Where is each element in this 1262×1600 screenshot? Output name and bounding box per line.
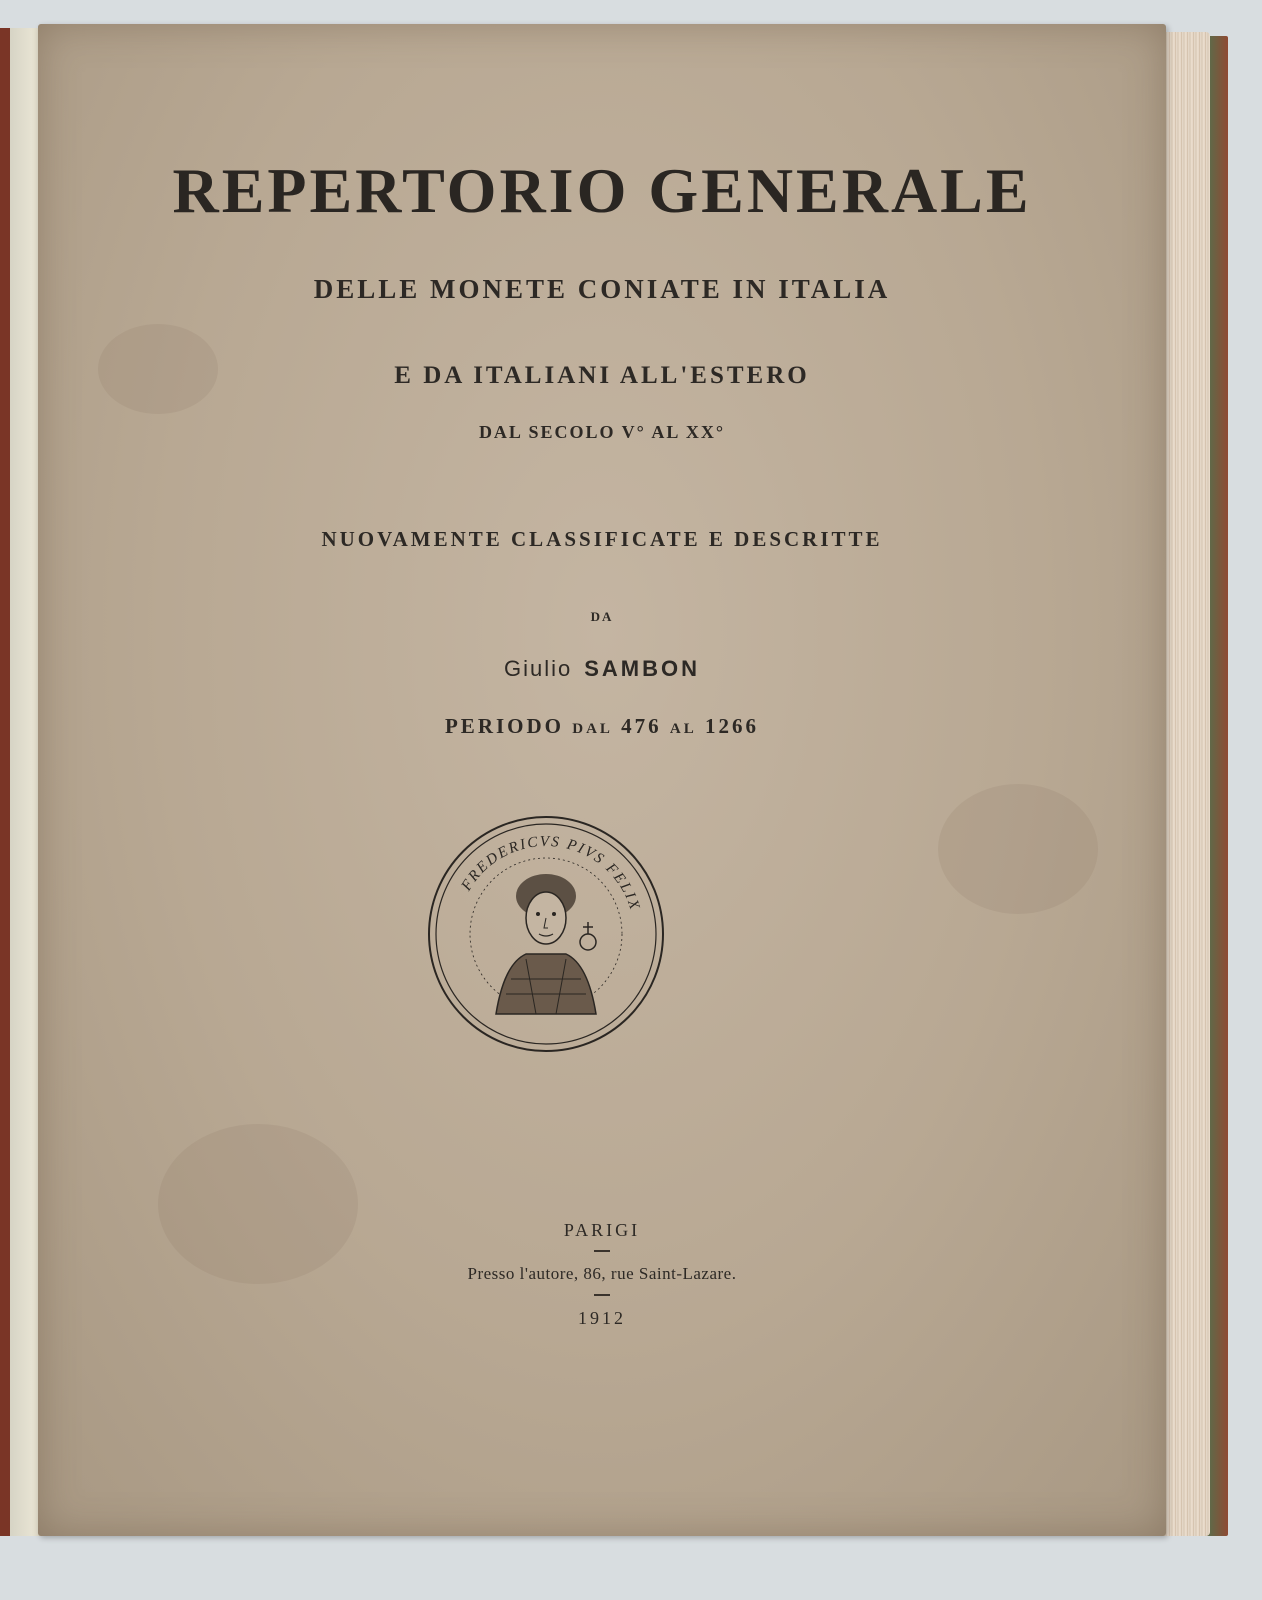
divider-dash bbox=[594, 1294, 610, 1296]
author-first-name: Giulio bbox=[503, 656, 573, 681]
divider-dash bbox=[594, 1250, 610, 1252]
book-cover-left bbox=[0, 28, 10, 1536]
coin-legend: FREDERICVS PIVS FELIX bbox=[458, 833, 643, 914]
coin-drapery bbox=[496, 954, 596, 1014]
period-line bbox=[38, 714, 1166, 739]
subtitle-line-2: E DA ITALIANI ALL'ESTERO bbox=[394, 362, 810, 389]
publication-year: 1912 bbox=[578, 1308, 626, 1328]
period-word: PERIODO bbox=[444, 714, 564, 738]
by-label: DA bbox=[590, 609, 614, 624]
author-surname: SAMBON bbox=[584, 656, 701, 681]
publisher-address: Presso l'autore, 86, rue Saint-Lazare. bbox=[467, 1264, 737, 1283]
subtitle-line-4: NUOVAMENTE CLASSIFICATE E DESCRITTE bbox=[321, 527, 883, 551]
subtitle-line-3: DAL SECOLO V° AL XX° bbox=[478, 422, 726, 442]
period-to: 1266 bbox=[705, 714, 760, 738]
book-title: REPERTORIO GENERALE bbox=[172, 155, 1032, 226]
paper-stain bbox=[938, 784, 1098, 914]
coin-illustration bbox=[426, 814, 666, 1054]
period-to-word: AL bbox=[669, 721, 697, 737]
subtitle-line-1: DELLE MONETE CONIATE IN ITALIA bbox=[313, 274, 891, 304]
title-page bbox=[38, 24, 1166, 1536]
publication-place: PARIGI bbox=[563, 1220, 641, 1240]
period-from-word: DAL bbox=[572, 721, 613, 737]
period-from: 476 bbox=[621, 714, 662, 738]
author-name bbox=[38, 656, 1166, 682]
paper-stain bbox=[158, 1124, 358, 1284]
coin-globe bbox=[580, 934, 596, 950]
